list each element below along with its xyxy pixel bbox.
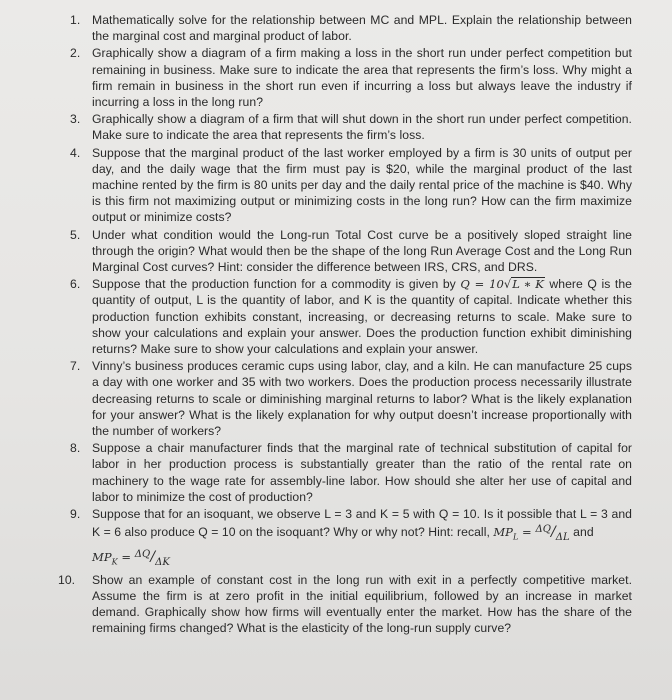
question-4 — [52, 145, 632, 226]
question-number: 1. — [70, 13, 81, 27]
question-text-before: Suppose that the production function for a commodity is given by — [92, 277, 456, 292]
delta-q: ΔQ — [134, 548, 151, 560]
question-text: Suppose that the marginal product of the last worker employed by a firm is 30 units of output per day, and the daily wage that the firm must pay is $20, while the marginal product of the last machine rented by the firm is 80 units per day and the daily rental price of the machine is $40. Why is this firm not maximizing output or minimizing costs in the long run? How can the firm maximize output or minimize costs? — [92, 145, 632, 225]
question-text: Mathematically solve for the relationship between MC and MPL. Explain the relationship between the marginal cost and marginal product of labor. — [92, 13, 632, 44]
equals-sign: = — [522, 525, 532, 540]
mpl-subscript: L — [512, 532, 519, 542]
question-5 — [52, 227, 632, 276]
question-text: Suppose a chair manufacturer finds that the marginal rate of technical substitution of capital for labor in her production process is substantially greater than the ratio of the rental rate on machinery to the wage rate for assembly-line labor. How should she alter her use of capital and labor to minimize the cost of production? — [92, 441, 632, 504]
delta-q: ΔQ — [535, 524, 551, 536]
question-number: 2. — [70, 46, 81, 61]
and-word: and — [573, 525, 594, 540]
mpl-formula — [493, 524, 570, 544]
question-1 — [52, 12, 632, 44]
question-list — [52, 12, 632, 637]
question-number: 3. — [70, 112, 81, 127]
mpl-label: MP — [493, 525, 513, 540]
slash-icon: / — [150, 548, 156, 565]
question-number: 8. — [70, 441, 81, 456]
question-7 — [52, 358, 632, 439]
question-text: Graphically show a diagram of a firm that will shut down in the short run under perfect competition. Make sure to indicate the area that represents the firm’s loss. — [92, 112, 632, 143]
delta-l: ΔL — [555, 532, 570, 544]
question-text-after: where Q is the quantity of output, L is the quantity of labor, and K is the quantity of capital. Indicate whether this production function exhibits constant, increasing, or decreasing returns to scale. Make sure to show your calculations and explain your answer. Does the production function exhibit diminishing returns? Make sure to show your calculations and explain your answer. — [92, 277, 633, 357]
slash-icon: / — [550, 524, 556, 541]
mpk-label: MP — [92, 549, 112, 564]
question-text: Under what condition would the Long-run Total Cost curve be a positively sloped straight line through the origin? What would then be the shape of the long Run Average Cost and the Long Run Marginal Cost curves? Hint: consider the difference between IRS, CRS, and DRS. — [92, 227, 632, 275]
question-10 — [52, 572, 632, 637]
question-number: 4. — [70, 145, 81, 160]
mpk-subscript: K — [111, 556, 118, 566]
question-number: 10. — [58, 572, 76, 587]
production-function-formula — [460, 277, 545, 291]
question-text: Graphically show a diagram of a firm making a loss in the short run under perfect competition but remaining in business. Make sure to indicate the area that represents the firm’s loss. Why might a firm remain in business in the short run even if incurring a loss but always leave the industry if incurring a loss in the long run? — [92, 46, 632, 110]
question-number: 5. — [70, 227, 81, 242]
equals-sign: = — [121, 549, 132, 564]
question-number: 9. — [70, 507, 81, 522]
question-8 — [52, 440, 632, 505]
question-text-before: Suppose that for an isoquant, we observe L = 3 and K = 5 with Q = 10. Is it possible that L = 3 and K = 6 also produce Q = 10 on the isoquant? Why or why not? Hint: recall, — [92, 507, 632, 540]
formula-radicand: L ∗ K — [512, 277, 544, 292]
delta-k: ΔK — [155, 556, 170, 568]
formula-lhs: Q = 10 — [460, 277, 504, 292]
question-3 — [52, 111, 632, 143]
question-2 — [52, 45, 632, 110]
question-text: Vinny’s business produces ceramic cups using labor, clay, and a kiln. He can manufacture 25 cups a day with one worker and 35 with two workers. Does the production process necessarily illustrate decreasing returns to scale or diminishing marginal returns to labor? What is the likely explanation for your answer? What is the likely explanation for why output doesn’t increase proportionally with the number of workers? — [92, 359, 632, 439]
question-9 — [52, 506, 632, 571]
sqrt-icon: √ — [503, 277, 512, 292]
mpk-formula — [92, 548, 170, 568]
question-text: Show an example of constant cost in the long run with exit in a perfectly competitive market. Assume the firm is at zero profit in the initial equilibrium, followed by an increase in market demand. Graphically show how firms will eventually enter the market. How has the share of the remaining firms changed? What is the elasticity of the long-run supply curve? — [92, 572, 632, 636]
question-number: 6. — [70, 277, 81, 292]
question-6 — [52, 276, 632, 357]
question-number: 7. — [70, 359, 81, 374]
